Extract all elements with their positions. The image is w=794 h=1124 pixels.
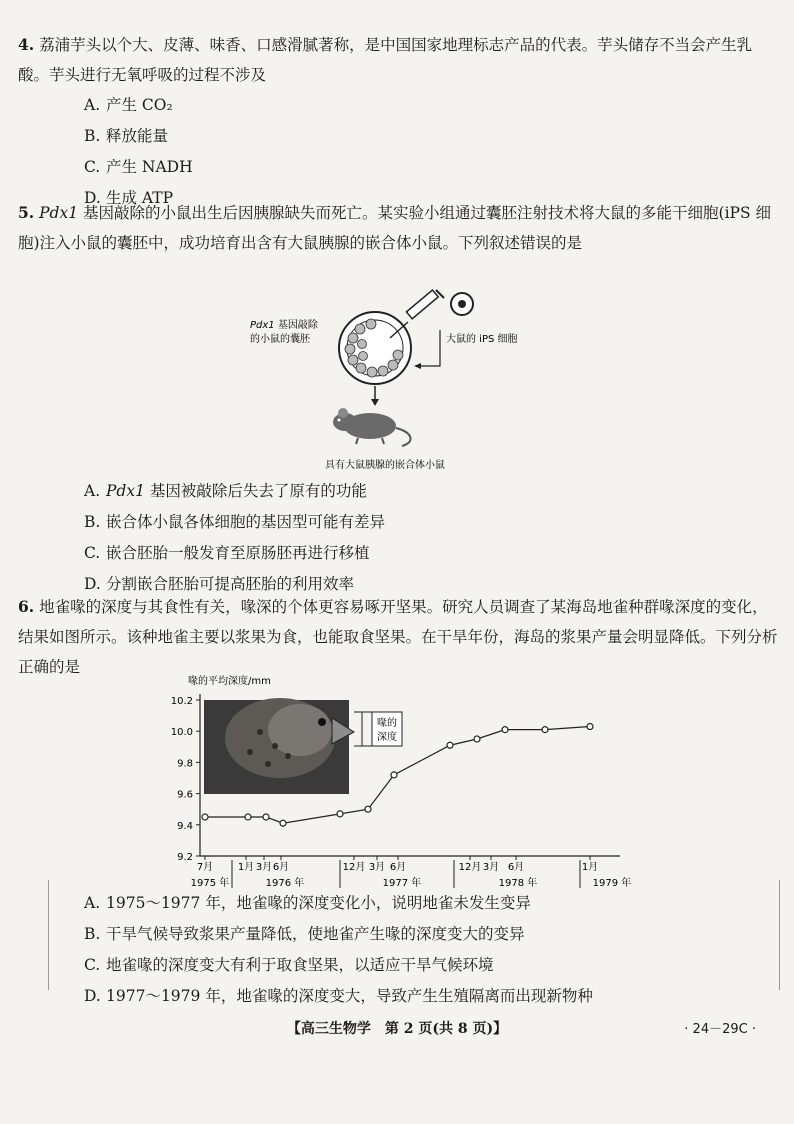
x-month-label: 3月 [368, 862, 386, 873]
x-month-label: 6月 [389, 862, 407, 873]
y-tick-label: 9.4 [177, 820, 193, 832]
option-4d: D. 生成 ATP [84, 189, 174, 207]
question-5-options [18, 476, 778, 600]
option-6b: B. 干旱气候导致浆果产量降低，使地雀产生喙的深度变大的变异 [84, 925, 525, 943]
y-axis [171, 694, 200, 863]
y-axis-label: 喙的平均深度/mm [188, 676, 271, 687]
data-point [474, 736, 480, 742]
y-tick-label: 9.2 [177, 852, 193, 863]
mouse-icon [333, 408, 411, 446]
question-6-stem [18, 592, 778, 682]
x-month-label: 6月 [272, 862, 290, 873]
option-4a: A. 产生 CO₂ [84, 96, 173, 114]
question-number: 5. [18, 203, 35, 222]
question-6 [18, 592, 778, 682]
ips-cell-icon [451, 293, 473, 315]
question-text: 基因敲除的小鼠出生后因胰腺缺失而死亡。某实验小组通过囊胚注射技术将大鼠的多能干细胞(iPS 细胞)注入小鼠的囊胚中，成功培育出含有大鼠胰腺的嵌合体小鼠。下列叙述错误的是 [18, 204, 772, 252]
data-point [263, 814, 269, 820]
x-year-label: 1979 年 [592, 878, 632, 889]
figure-label-left-2: 的小鼠的囊胚 [250, 334, 310, 345]
question-4-stem [18, 30, 778, 90]
question-text: 荔浦芋头以个大、皮薄、味香、口感滑腻著称，是中国国家地理标志产品的代表。芋头储存不当会产生乳酸。芋头进行无氧呼吸的过程不涉及 [18, 36, 753, 84]
x-month-label: 12月 [458, 862, 482, 873]
inset-label-1: 喙的 [377, 718, 397, 729]
y-tick-label: 9.8 [177, 758, 193, 770]
data-point [502, 727, 508, 733]
syringe-icon [390, 290, 444, 338]
finch-photo [204, 698, 354, 794]
option-5c: C. 嵌合胚胎一般发育至原肠胚再进行移植 [84, 544, 370, 562]
option-6a: A. 1975～1977 年，地雀喙的深度变化小，说明地雀未发生变异 [84, 894, 531, 912]
gene-name: Pdx1 [39, 204, 79, 222]
footer-code: · 24－29C · [684, 1022, 756, 1037]
data-point [280, 820, 286, 826]
data-point [391, 772, 397, 778]
x-month-label: 12月 [342, 862, 366, 873]
question-5-stem [18, 198, 778, 258]
x-month-label: 3月 [255, 862, 273, 873]
x-month-label: 1月 [237, 862, 255, 873]
data-point [337, 811, 343, 817]
question-number: 4. [18, 35, 35, 54]
option-5b: B. 嵌合体小鼠各体细胞的基因型可能有差异 [84, 513, 386, 531]
data-point [245, 814, 251, 820]
option-4c: C. 产生 NADH [84, 158, 193, 176]
figure-label-right: 大鼠的 iPS 细胞 [446, 334, 518, 345]
data-point [202, 814, 208, 820]
data-point [587, 724, 593, 730]
figure-label-left-1: Pdx1 基因敲除 [250, 320, 318, 331]
question-number: 6. [18, 597, 35, 616]
question-text: 地雀喙的深度与其食性有关，喙深的个体更容易啄开坚果。研究人员调查了某海岛地雀种群喙深度的变化，结果如图所示。该种地雀主要以浆果为食，也能取食坚果。在干旱年份，海岛的浆果产量会明显降低。下列分析正确的是 [18, 598, 778, 676]
embryo-injection-diagram [240, 286, 570, 476]
data-point [447, 742, 453, 748]
beak-depth-indicator [354, 712, 402, 746]
y-tick-label: 10.2 [170, 696, 193, 707]
blastocyst-icon [339, 312, 411, 384]
beak-depth-chart [150, 672, 640, 894]
x-month-label: 7月 [196, 862, 214, 873]
x-month-label: 1月 [581, 862, 599, 873]
option-6c: C. 地雀喙的深度变大有利于取食坚果，以适应干旱气候环境 [84, 956, 494, 974]
inset-label-2: 深度 [377, 732, 397, 743]
x-year-label: 1977 年 [382, 878, 422, 889]
arrow-ips-to-blastocyst [418, 330, 440, 366]
x-month-label: 3月 [482, 862, 500, 873]
option-5d: D. 分割嵌合胚胎可提高胚胎的利用效率 [84, 575, 355, 593]
footer-page-info: 【高三生物学 第 2 页(共 8 页)】 [286, 1021, 508, 1037]
question-4 [18, 30, 778, 214]
option-6d: D. 1977～1979 年，地雀喙的深度变大，导致产生生殖隔离而出现新物种 [84, 987, 593, 1005]
data-point [542, 727, 548, 733]
question-5 [18, 198, 778, 258]
figure-label-bottom: 具有大鼠胰腺的嵌合体小鼠 [325, 460, 445, 471]
question-6-options [18, 888, 778, 1012]
y-tick-label: 10.0 [170, 727, 193, 739]
option-5a: A. Pdx1 基因被敲除后失去了原有的功能 [84, 482, 367, 500]
x-year-label: 1975 年 [190, 878, 230, 889]
y-tick-label: 9.6 [177, 789, 193, 801]
data-point [365, 806, 371, 812]
option-4b: B. 释放能量 [84, 127, 169, 145]
x-month-label: 6月 [507, 862, 525, 873]
x-year-label: 1976 年 [265, 878, 305, 889]
x-year-label: 1978 年 [498, 878, 538, 889]
